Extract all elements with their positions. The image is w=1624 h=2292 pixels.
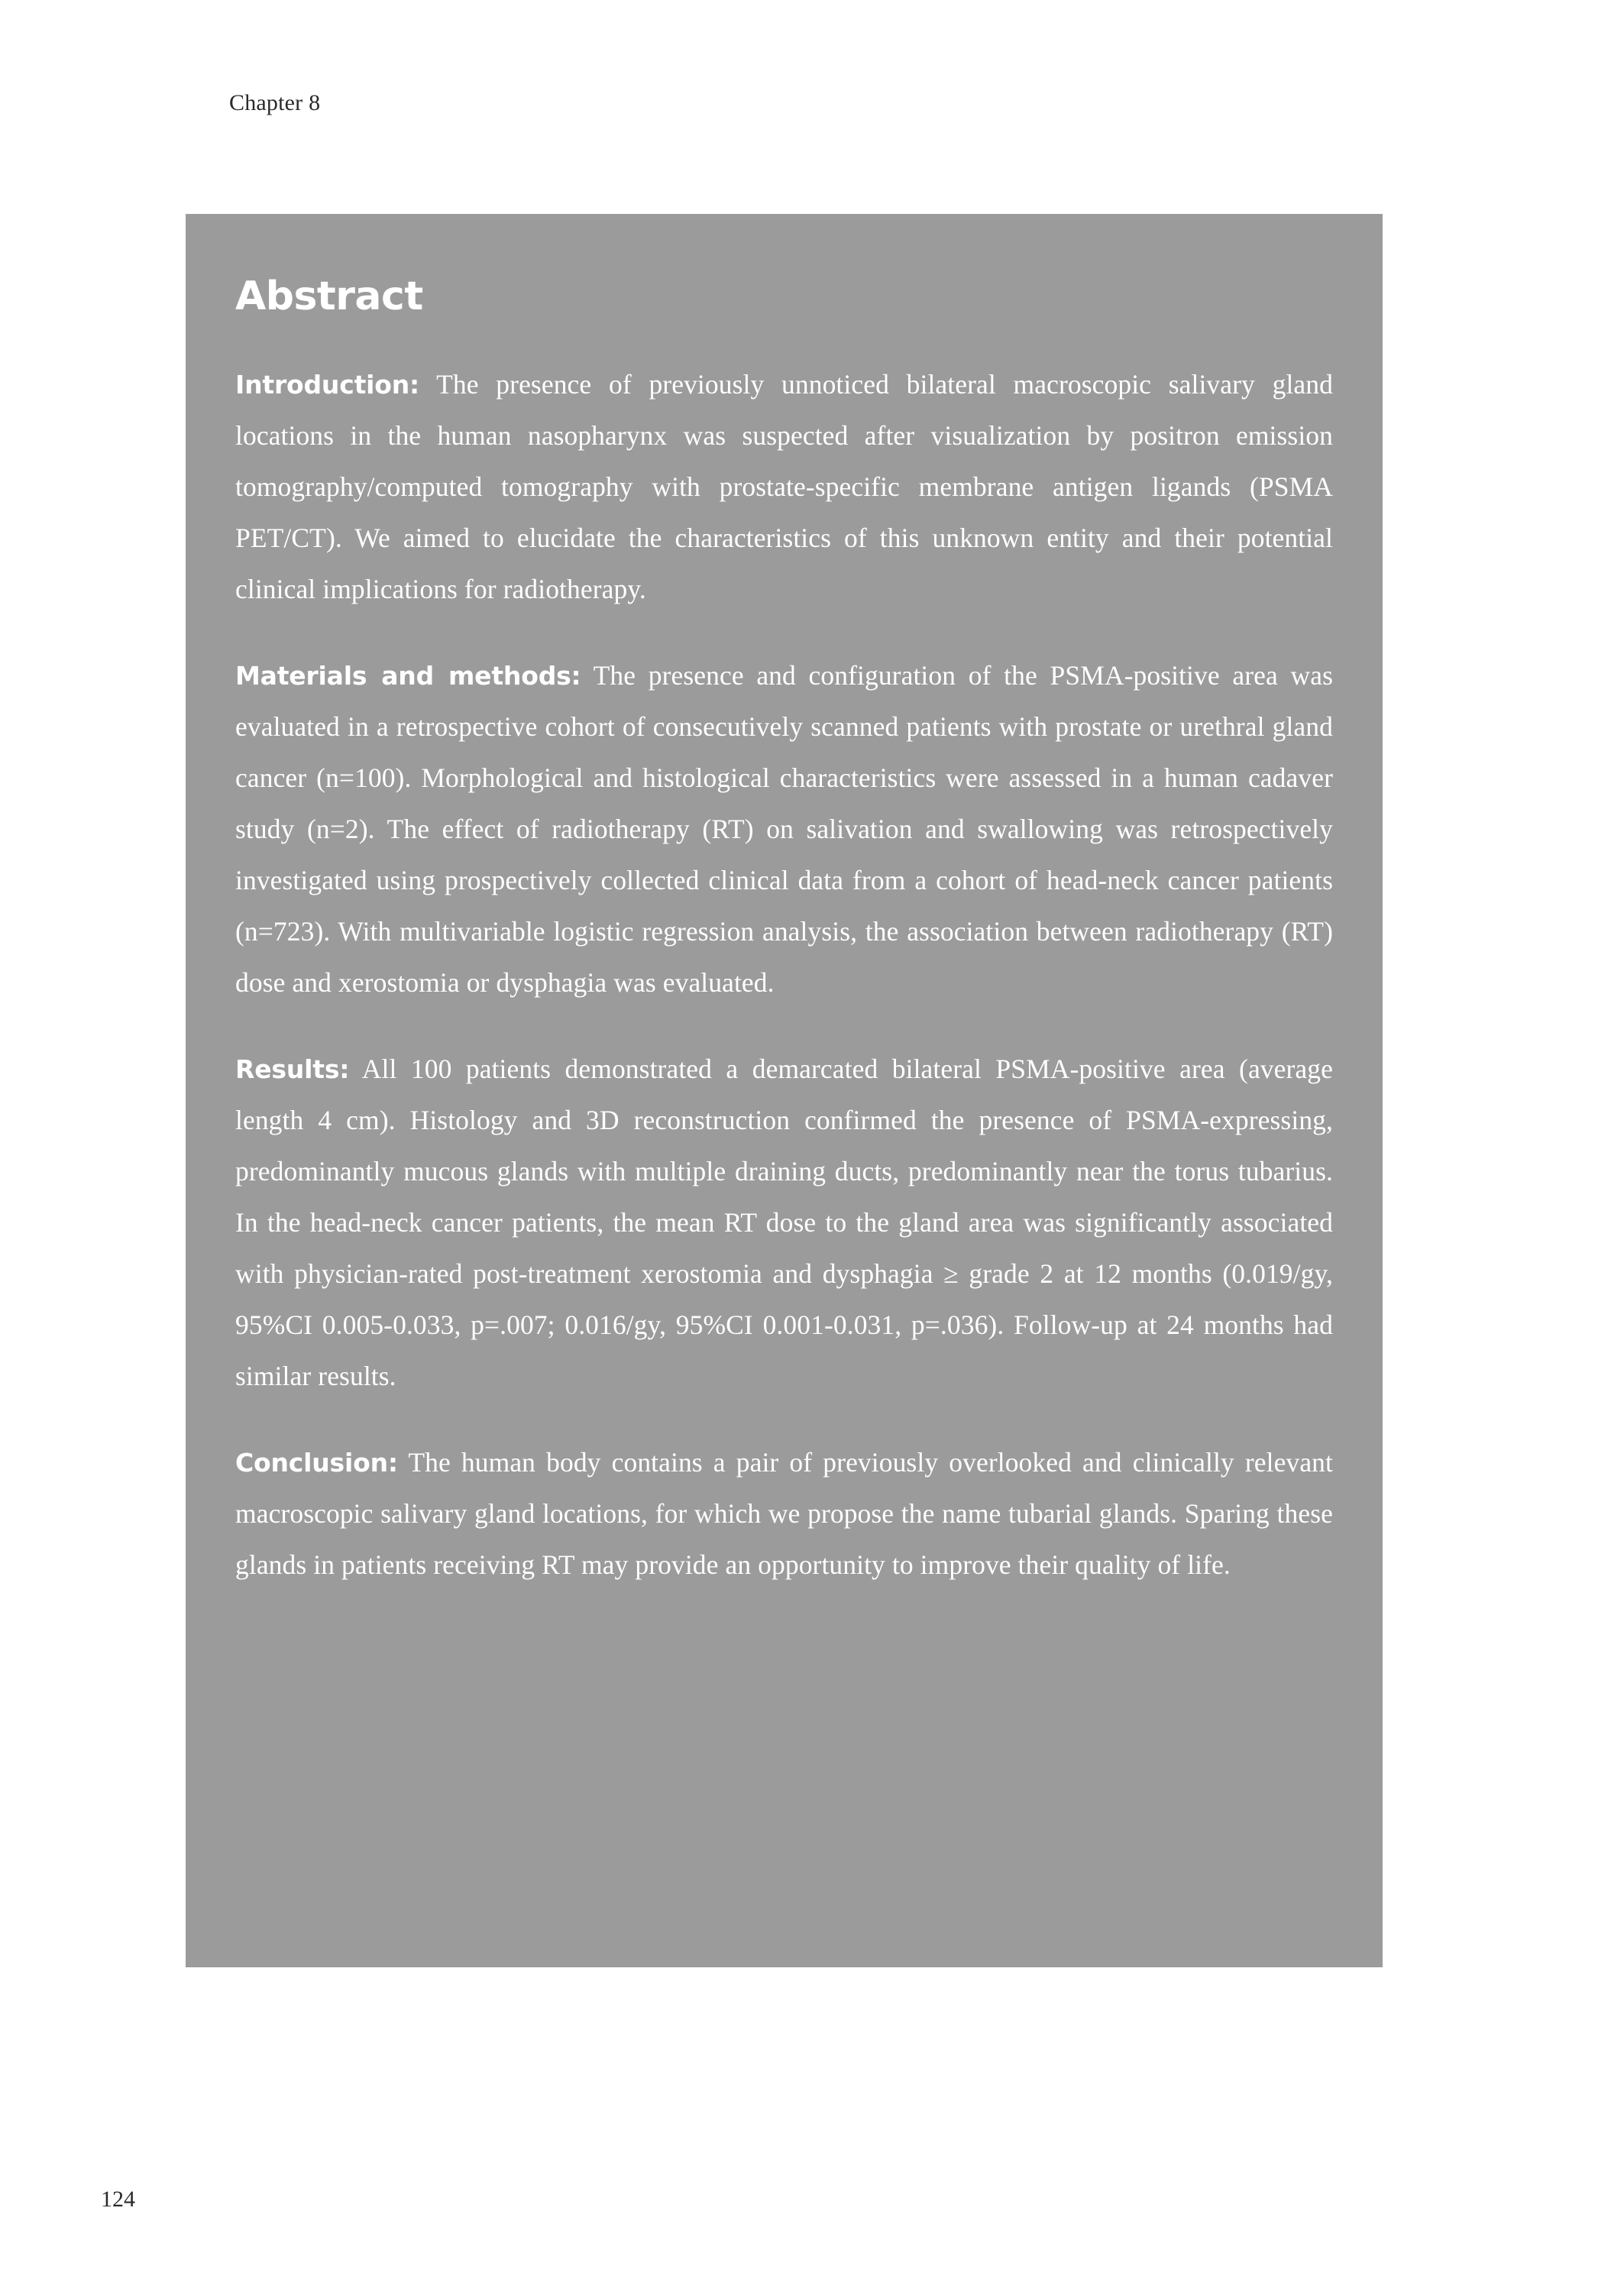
paragraph-body-conclusion: The human body contains a pair of previously overlooked and clinically relevant macroscopic salivary gland locations, for which we propose the name tubarial glands. Sparing these glands in patients receiving RT may provide an opportunity to improve their quality of life. <box>235 1447 1333 1580</box>
paragraph-body-introduction: The presence of previously unnoticed bilateral macroscopic salivary gland locations in the human nasopharynx was suspected after visualization by positron emission tomography/computed tomography with prostate-specific membrane antigen ligands (PSMA PET/CT). We aimed to elucidate the characteristics of this unknown entity and their potential clinical implications for radiotherapy. <box>235 369 1333 604</box>
paragraph-lead-introduction: Introduction: <box>235 370 420 400</box>
abstract-panel <box>186 214 1383 1967</box>
running-head-chapter: Chapter 8 <box>229 90 321 115</box>
paragraph-lead-conclusion: Conclusion: <box>235 1448 398 1478</box>
paragraph-body-materials-and-methods: The presence and configuration of the PSMA-positive area was evaluated in a retrospective cohort of consecutively scanned patients with prostate or urethral gland cancer (n=100). Morphological and histological characteristics were assessed in a human cadaver study (n=2). The effect of radiotherapy (RT) on salivation and swallowing was retrospectively investigated using prospectively collected clinical data from a cohort of head-neck cancer patients (n=723). With multivariable logistic regression analysis, the association between radiotherapy (RT) dose and xerostomia or dysphagia was evaluated. <box>235 660 1334 998</box>
abstract-paragraph-introduction <box>235 359 1333 615</box>
abstract-paragraph-materials-and-methods <box>235 650 1333 1008</box>
page-number: 124 <box>101 2187 135 2212</box>
abstract-heading: Abstract <box>235 274 423 319</box>
paragraph-lead-materials-and-methods: Materials and methods: <box>235 661 581 691</box>
paragraph-body-results: All 100 patients demonstrated a demarcated bilateral PSMA-positive area (average length 4 cm). Histology and 3D reconstruction confirmed the presence of PSMA-expressing, predominantly mucous glands with multiple draining ducts, predominantly near the torus tubarius. In the head-neck cancer patients, the mean RT dose to the gland area was significantly associated with physician-rated post-treatment xerostomia and dysphagia ≥ grade 2 at 12 months (0.019/gy, 95%CI 0.005-0.033, p=.007; 0.016/gy, 95%CI 0.001-0.031, p=.036). Follow-up at 24 months had similar results. <box>235 1054 1333 1391</box>
abstract-paragraph-results <box>235 1044 1333 1402</box>
paragraph-lead-results: Results: <box>235 1054 350 1084</box>
abstract-paragraph-conclusion <box>235 1437 1333 1591</box>
